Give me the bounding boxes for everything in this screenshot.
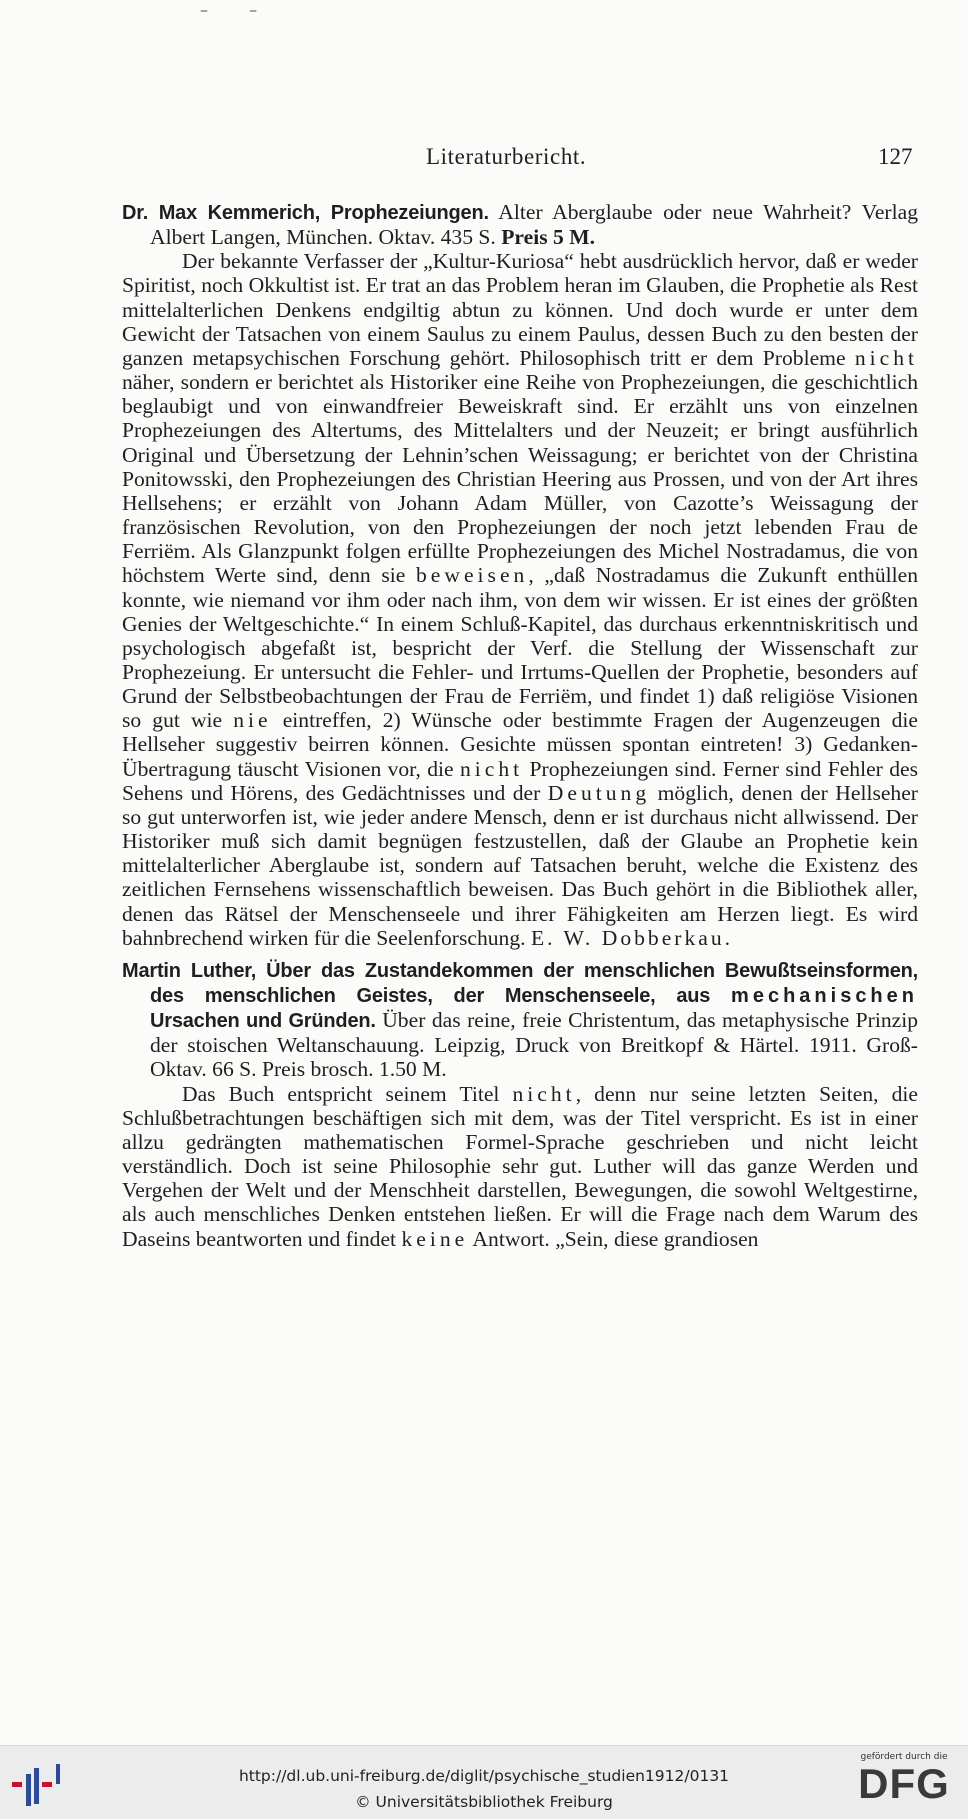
bibliographic-details: Alter Aberglaube oder neue Wahrheit? Verlag Albert Langen, München. Oktav. 435 S. — [150, 200, 918, 250]
review-entry-kemmerich — [122, 200, 918, 950]
emphasis-spaced: Deutung — [547, 780, 651, 805]
text-run: , denn nur seine letzten Seiten, die Schlußbetrachtungen beschäftigen sich mit dem, was der Titel verspricht. Es ist in einer allzu gedrängten mathematischen Formel-Sprache geschrieben und nicht leicht verständlich. Doch ist seine Philosophie sehr gut. Luther will das ganze Werden und Vergehen der Welt und der Menschheit darstellen, Bewegungen, die sowohl Weltgestirne, als auch menschliches Denken entstehen ließen. Er will die Frage nach dem Warum des Daseins beantworten und findet — [122, 1081, 918, 1251]
review-entry-luther — [122, 958, 918, 1251]
emphasis-spaced: nicht — [854, 345, 918, 370]
emphasis-spaced: keine — [401, 1226, 469, 1251]
emphasis-spaced: nie — [233, 708, 272, 733]
dfg-caption: gefördert durch die — [860, 1752, 948, 1762]
text-run: eintreffen, 2) Wünsche oder bestimmte Fragen der Augenzeugen die Hellseher suggestiv beirren können. Gesichte müssen spontan eintreten! 3) Gedanken-Übertragung täuscht Visionen vor, die — [122, 708, 918, 781]
author-title-spaced: mechanischen — [731, 985, 918, 1007]
review-paragraph — [122, 1082, 918, 1251]
emphasis-spaced: beweisen — [415, 563, 529, 588]
emphasis-spaced: nicht — [459, 756, 524, 781]
text-run: Das Buch entspricht seinem Titel — [182, 1081, 513, 1106]
text-run: Antwort. „Sein, diese grandiosen — [468, 1226, 759, 1251]
entry-heading — [122, 200, 918, 249]
copyright-notice: © Universitätsbibliothek Freiburg — [355, 1793, 613, 1811]
dfg-logo — [848, 1752, 960, 1816]
review-paragraph — [122, 249, 918, 950]
author-title: Ursachen und Gründen. — [150, 1010, 376, 1033]
author-title: Dr. Max Kemmerich, Prophezeiungen. — [122, 202, 489, 224]
price: Preis 5 M. — [501, 225, 595, 250]
entry-heading — [122, 958, 918, 1082]
running-title: Literaturbericht. — [426, 144, 587, 169]
body-text — [122, 200, 918, 1259]
emphasis-spaced: nicht — [512, 1081, 576, 1106]
running-head — [0, 144, 968, 174]
text-run: näher, sondern er berichtet als Historiker eine Reihe von Prophezeiungen, die geschichtlich beglaubigt und von einwandfreier Beweiskraft sind. Er erzählt uns von einzelnen Prophezeiungen des Altertums, des Mittelalters und der Neuzeit; er bringt ausführlich Original und Übersetzung der Lehnin’schen Weissagung; er berichtet von der Christina Ponitowsski, den Prophezeiungen des Christian Heering aus Prossen, und von der Art ihres Hellsehens; er erzählt von Johann Adam Müller, von Cazotte’s Weissagung der französischen Revolution, von den Prophezeiungen der noch jetzt lebenden Frau de Ferriëm. Als Glanzpunkt folgen erfüllte Prophezeiungen des Michel Nostradamus, die von höchstem Werte sind, denn sie — [122, 370, 918, 588]
text-run: möglich, denen der Hellseher so gut unterworfen ist, wie jeder andere Mensch, denn er ist durchaus nicht allwissend. Der Historiker muß sich damit begnügen festzustellen, daß der Glaube an Prophetie kein mittelalterlicher Aberglaube ist, sondern auf Tatsachen beruht, welche die Existenz des zeitlichen Fernsehens wissenschaftlich beweisen. Das Buch gehört in die Bibliothek aller, denen das Rätsel der Menschenseele und ihrer Fähigkeiten am Herzen liegt. Es wird bahnbrechend wirken für die Seelenforschung. — [122, 780, 918, 950]
reviewer-signature: E. W. Dobberkau. — [530, 925, 734, 950]
dfg-logo-text: DFG — [858, 1760, 950, 1807]
text-run: Der bekannte Verfasser der „Kultur-Kuriosa“ hebt ausdrücklich hervor, daß er weder Spiritist, noch Okkultist ist. Er trat an das Problem heran im Glauben, die Prophetie als Rest mittelalterlichen Denkens endgiltig abtun zu können. Und doch wurde er unter dem Gewicht der Tatsachen von einem Saulus zu einem Paulus, dessen Buch zu den besten der ganzen metapsychischen Forschung gehört. Philosophisch tritt er dem Probleme — [122, 249, 918, 370]
text-run: Prophezeiungen sind. Ferner sind Fehler des Sehens und Hörens, des Gedächtnisses und der — [122, 756, 918, 805]
page-number: 127 — [878, 144, 913, 169]
author-title: Martin Luther, Über das Zustandekommen der menschlichen Bewußtseinsformen, des menschlichen Geistes, der Menschenseele, aus — [122, 959, 918, 1007]
top-marks: – – — [200, 0, 276, 19]
footer-bar — [0, 1745, 968, 1819]
bibliographic-details: Über das reine, freie Christentum, das metaphysische Prinzip der stoischen Weltanschauung. Leipzig, Druck von Breitkopf & Härtel. 1911. Groß-Oktav. 66 S. Preis brosch. 1.50 M. — [150, 1008, 918, 1082]
source-url[interactable]: http://dl.ub.uni-freiburg.de/diglit/psychische_studien1912/0131 — [238, 1767, 730, 1785]
text-run: , „daß Nostradamus die Zukunft enthüllen konnte, wie niemand vor ihm oder nach ihm, von dem wir wissen. Er ist eines der größten Genies der Weltgeschichte.“ In einem Schluß-Kapitel, das durchaus erkenntniskritisch und psychologisch abgefaßt ist, bespricht der Verf. die Stellung der Wissenschaft zur Prophezeiung. Er untersucht die Fehler- und Irrtums-Quellen der Prophetie, besonders auf Grund der Selbstbeobachtungen der Frau de Ferriëm, und findet 1) daß religiöse Visionen so gut wie — [122, 563, 918, 733]
